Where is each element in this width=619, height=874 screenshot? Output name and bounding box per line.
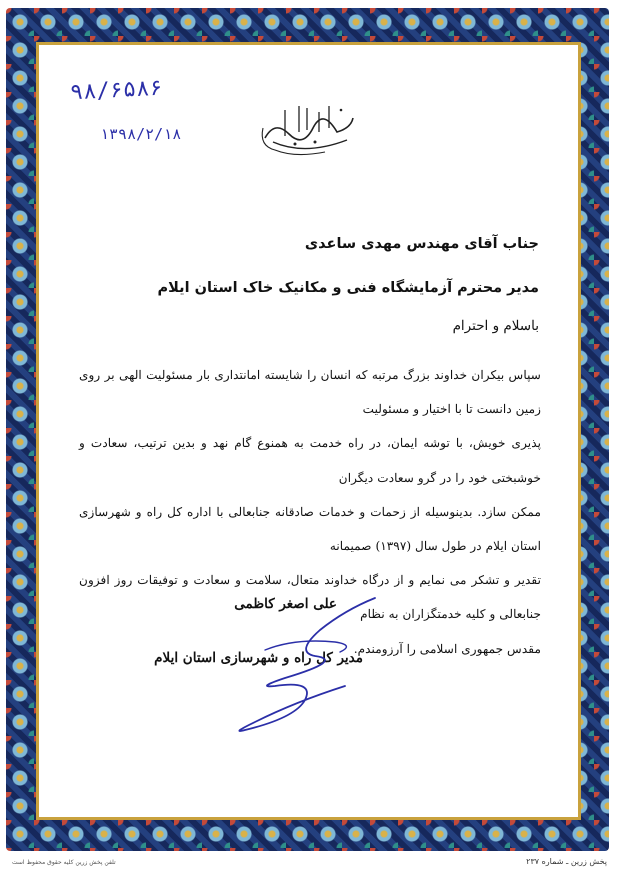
printer-credit: پخش زرین ـ شماره ۲۳۷ xyxy=(526,857,607,866)
body-line: مقدس جمهوری اسلامی را آرزومندم. xyxy=(353,641,541,656)
registration-number: ۹۸/۶۵۸۶ xyxy=(69,75,164,106)
recipient-name: جناب آقای مهندس مهدی ساعدی xyxy=(304,236,539,252)
basmala-calligraphy xyxy=(255,98,360,160)
body-line: تقدیر و تشکر می نمایم و از درگاه خداوند متعال، سلامت و سعادت و توفیقات روز افزون جنابعالی و کلیه خدمتگزاران به نظام xyxy=(79,573,541,622)
handwritten-signature xyxy=(225,590,395,740)
body-line: ممکن سازد. بدینوسیله از زحمات و خدمات صادقانه جنابعالی با اداره کل راه و شهرسازی استان ایلام در طول سال (۱۳۹۷) صمیمانه xyxy=(79,504,541,554)
salutation: باسلام و احترام xyxy=(452,318,539,334)
signatory-title: مدیر کل راه و شهرسازی استان ایلام xyxy=(154,650,363,666)
body-line: سپاس بیکران خداوند بزرگ مرتبه که انسان را شایسته امانتداری بار مسئولیت الهی بر روی زمین دانست تا با اختیار و مسئولیت xyxy=(79,368,541,417)
copyright-note: تلفن پخش زرین کلیه حقوق محفوظ است xyxy=(12,859,116,866)
body-line: پذیری خویش، با توشه ایمان، در راه خدمت به همنوع گام نهد و بدین ترتیب، سعادت و خوشبختی خود را در گرو سعادت دیگران xyxy=(79,436,541,485)
letter-date: ۱۳۹۸/۲/۱۸ xyxy=(100,125,182,143)
signatory-name: علی اصغر کاظمی xyxy=(234,596,337,612)
recipient-title: مدیر محترم آزمایشگاه فنی و مکانیک خاک استان ایلام xyxy=(157,280,539,296)
